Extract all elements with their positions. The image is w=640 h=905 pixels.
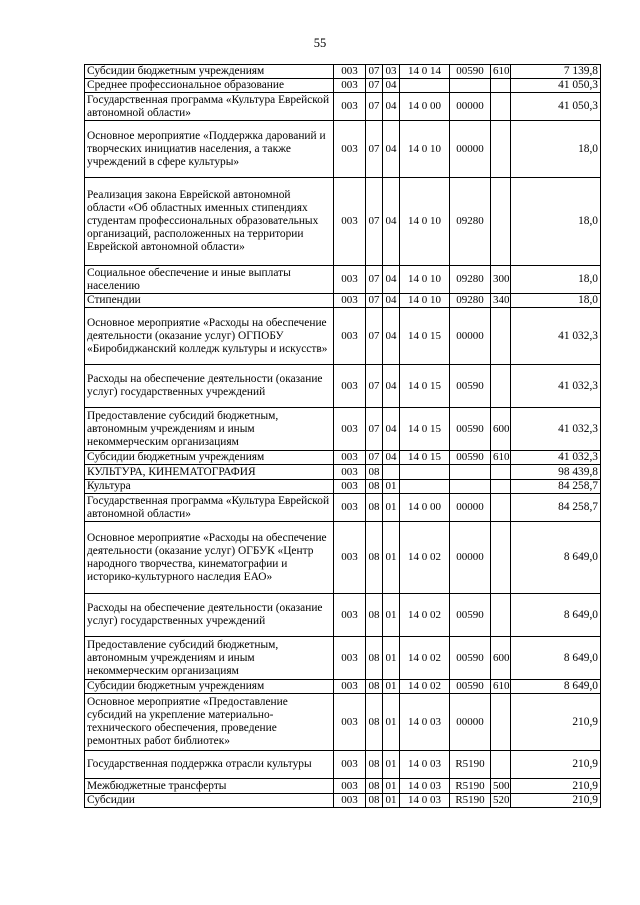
expense-type-code-cell	[491, 522, 511, 594]
table-row	[85, 694, 601, 751]
section-code-cell: 07	[366, 266, 383, 294]
expense-code-cell: 09280	[450, 178, 491, 266]
expense-code-cell: 00000	[450, 694, 491, 751]
subsection-code-cell: 04	[383, 93, 400, 121]
expense-code-cell	[450, 480, 491, 494]
amount-cell: 41 050,3	[511, 93, 601, 121]
table-row	[85, 680, 601, 694]
amount-cell: 7 139,8	[511, 65, 601, 79]
table-row	[85, 266, 601, 294]
target-program-code-cell: 14 0 15	[400, 365, 450, 408]
section-code-cell: 07	[366, 79, 383, 93]
row-name-cell: КУЛЬТУРА, КИНЕМАТОГРАФИЯ	[85, 465, 334, 480]
subsection-code-cell: 04	[383, 294, 400, 308]
expense-code-cell: 00590	[450, 451, 491, 465]
section-code-cell: 08	[366, 751, 383, 779]
ved-code-cell: 003	[334, 779, 366, 794]
expense-code-cell: 00000	[450, 121, 491, 178]
subsection-code-cell: 04	[383, 178, 400, 266]
ved-code-cell: 003	[334, 480, 366, 494]
table-row	[85, 451, 601, 465]
row-name-cell: Социальное обеспечение и иные выплаты населению	[85, 266, 334, 294]
row-name-cell: Расходы на обеспечение деятельности (оказание услуг) государственных учреждений	[85, 365, 334, 408]
table-row	[85, 178, 601, 266]
subsection-code-cell: 01	[383, 594, 400, 637]
ved-code-cell: 003	[334, 465, 366, 480]
table-row	[85, 594, 601, 637]
ved-code-cell: 003	[334, 637, 366, 680]
expense-code-cell: R5190	[450, 794, 491, 808]
table-row	[85, 65, 601, 79]
section-code-cell: 07	[366, 65, 383, 79]
subsection-code-cell: 04	[383, 121, 400, 178]
target-program-code-cell: 14 0 00	[400, 494, 450, 522]
expense-code-cell: 00590	[450, 408, 491, 451]
expense-code-cell: 00590	[450, 65, 491, 79]
row-name-cell: Основное мероприятие «Поддержка дарований и творческих инициатив населения, а также учреждений в сфере культуры»	[85, 121, 334, 178]
expense-type-code-cell	[491, 494, 511, 522]
ved-code-cell: 003	[334, 308, 366, 365]
target-program-code-cell: 14 0 03	[400, 694, 450, 751]
target-program-code-cell: 14 0 15	[400, 408, 450, 451]
expense-code-cell: 00590	[450, 637, 491, 680]
expense-type-code-cell	[491, 480, 511, 494]
expense-type-code-cell	[491, 694, 511, 751]
expense-code-cell: R5190	[450, 751, 491, 779]
amount-cell: 98 439,8	[511, 465, 601, 480]
ved-code-cell: 003	[334, 680, 366, 694]
target-program-code-cell: 14 0 03	[400, 779, 450, 794]
amount-cell: 210,9	[511, 694, 601, 751]
row-name-cell: Предоставление субсидий бюджетным, автономным учреждениям и иным некоммерческим организациям	[85, 408, 334, 451]
target-program-code-cell	[400, 79, 450, 93]
ved-code-cell: 003	[334, 522, 366, 594]
target-program-code-cell: 14 0 15	[400, 308, 450, 365]
section-code-cell: 08	[366, 522, 383, 594]
row-name-cell: Субсидии	[85, 794, 334, 808]
subsection-code-cell: 03	[383, 65, 400, 79]
ved-code-cell: 003	[334, 65, 366, 79]
amount-cell: 84 258,7	[511, 480, 601, 494]
row-name-cell: Расходы на обеспечение деятельности (оказание услуг) государственных учреждений	[85, 594, 334, 637]
target-program-code-cell: 14 0 10	[400, 178, 450, 266]
ved-code-cell: 003	[334, 694, 366, 751]
amount-cell: 41 032,3	[511, 408, 601, 451]
section-code-cell: 07	[366, 121, 383, 178]
expense-code-cell	[450, 465, 491, 480]
ved-code-cell: 003	[334, 79, 366, 93]
expense-type-code-cell: 600	[491, 637, 511, 680]
amount-cell: 41 032,3	[511, 308, 601, 365]
section-code-cell: 07	[366, 178, 383, 266]
amount-cell: 41 032,3	[511, 365, 601, 408]
row-name-cell: Государственная программа «Культура Еврейской автономной области»	[85, 93, 334, 121]
target-program-code-cell: 14 0 03	[400, 794, 450, 808]
section-code-cell: 07	[366, 451, 383, 465]
amount-cell: 8 649,0	[511, 594, 601, 637]
subsection-code-cell: 04	[383, 308, 400, 365]
subsection-code-cell: 01	[383, 494, 400, 522]
expense-type-code-cell	[491, 121, 511, 178]
table-row	[85, 794, 601, 808]
budget-table	[84, 64, 601, 808]
ved-code-cell: 003	[334, 178, 366, 266]
expense-type-code-cell	[491, 308, 511, 365]
expense-type-code-cell: 610	[491, 451, 511, 465]
ved-code-cell: 003	[334, 794, 366, 808]
row-name-cell: Государственная поддержка отрасли культуры	[85, 751, 334, 779]
expense-type-code-cell	[491, 594, 511, 637]
row-name-cell: Субсидии бюджетным учреждениям	[85, 680, 334, 694]
subsection-code-cell: 04	[383, 408, 400, 451]
section-code-cell: 08	[366, 680, 383, 694]
target-program-code-cell: 14 0 02	[400, 594, 450, 637]
expense-code-cell: 00000	[450, 93, 491, 121]
expense-code-cell: 00590	[450, 680, 491, 694]
ved-code-cell: 003	[334, 121, 366, 178]
table-row	[85, 408, 601, 451]
table-row	[85, 121, 601, 178]
expense-type-code-cell	[491, 93, 511, 121]
table-row	[85, 480, 601, 494]
ved-code-cell: 003	[334, 494, 366, 522]
row-name-cell: Стипендии	[85, 294, 334, 308]
amount-cell: 210,9	[511, 794, 601, 808]
page-number: 55	[313, 36, 327, 50]
subsection-code-cell: 04	[383, 451, 400, 465]
section-code-cell: 08	[366, 594, 383, 637]
table-row	[85, 93, 601, 121]
expense-type-code-cell	[491, 365, 511, 408]
subsection-code-cell	[383, 465, 400, 480]
row-name-cell: Предоставление субсидий бюджетным, автономным учреждениям и иным некоммерческим организациям	[85, 637, 334, 680]
ved-code-cell: 003	[334, 294, 366, 308]
row-name-cell: Основное мероприятие «Предоставление субсидий на укрепление материально-технического обеспечения, проведение ремонтных работ библиотек»	[85, 694, 334, 751]
target-program-code-cell: 14 0 14	[400, 65, 450, 79]
section-code-cell: 08	[366, 794, 383, 808]
ved-code-cell: 003	[334, 365, 366, 408]
expense-code-cell: 00590	[450, 365, 491, 408]
ved-code-cell: 003	[334, 93, 366, 121]
subsection-code-cell: 01	[383, 522, 400, 594]
expense-type-code-cell	[491, 79, 511, 93]
expense-code-cell: 00000	[450, 522, 491, 594]
subsection-code-cell: 04	[383, 266, 400, 294]
expense-code-cell: 09280	[450, 266, 491, 294]
ved-code-cell: 003	[334, 594, 366, 637]
amount-cell: 210,9	[511, 751, 601, 779]
target-program-code-cell	[400, 480, 450, 494]
expense-type-code-cell	[491, 751, 511, 779]
table-row	[85, 522, 601, 594]
expense-type-code-cell: 600	[491, 408, 511, 451]
section-code-cell: 07	[366, 308, 383, 365]
section-code-cell: 07	[366, 93, 383, 121]
subsection-code-cell: 01	[383, 637, 400, 680]
target-program-code-cell: 14 0 15	[400, 451, 450, 465]
section-code-cell: 07	[366, 294, 383, 308]
table-row	[85, 751, 601, 779]
subsection-code-cell: 04	[383, 365, 400, 408]
subsection-code-cell: 01	[383, 794, 400, 808]
budget-table-body	[85, 65, 601, 808]
expense-code-cell: R5190	[450, 779, 491, 794]
section-code-cell: 08	[366, 494, 383, 522]
target-program-code-cell: 14 0 02	[400, 680, 450, 694]
table-row	[85, 308, 601, 365]
amount-cell: 18,0	[511, 294, 601, 308]
row-name-cell: Основное мероприятие «Расходы на обеспечение деятельности (оказание услуг) ОГБУК «Центр народного творчества, кинематографии и историко-культурного наследия ЕАО»	[85, 522, 334, 594]
section-code-cell: 08	[366, 779, 383, 794]
expense-type-code-cell: 610	[491, 680, 511, 694]
amount-cell: 8 649,0	[511, 680, 601, 694]
row-name-cell: Основное мероприятие «Расходы на обеспечение деятельности (оказание услуг) ОГПОБУ «Биробиджанский колледж культуры и искусств»	[85, 308, 334, 365]
amount-cell: 84 258,7	[511, 494, 601, 522]
row-name-cell: Реализация закона Еврейской автономной области «Об областных именных стипендиях студентам профессиональных образовательных организаций, расположенных на территории Еврейской автономной области»	[85, 178, 334, 266]
amount-cell: 18,0	[511, 121, 601, 178]
expense-type-code-cell: 610	[491, 65, 511, 79]
target-program-code-cell	[400, 465, 450, 480]
expense-type-code-cell: 340	[491, 294, 511, 308]
subsection-code-cell: 04	[383, 79, 400, 93]
table-row	[85, 494, 601, 522]
ved-code-cell: 003	[334, 751, 366, 779]
section-code-cell: 08	[366, 637, 383, 680]
ved-code-cell: 003	[334, 266, 366, 294]
target-program-code-cell: 14 0 10	[400, 294, 450, 308]
amount-cell: 8 649,0	[511, 637, 601, 680]
amount-cell: 41 032,3	[511, 451, 601, 465]
amount-cell: 18,0	[511, 178, 601, 266]
amount-cell: 210,9	[511, 779, 601, 794]
row-name-cell: Субсидии бюджетным учреждениям	[85, 451, 334, 465]
subsection-code-cell: 01	[383, 694, 400, 751]
expense-code-cell: 00000	[450, 494, 491, 522]
target-program-code-cell: 14 0 10	[400, 266, 450, 294]
expense-type-code-cell: 300	[491, 266, 511, 294]
table-row	[85, 294, 601, 308]
row-name-cell: Межбюджетные трансферты	[85, 779, 334, 794]
amount-cell: 8 649,0	[511, 522, 601, 594]
section-code-cell: 08	[366, 694, 383, 751]
row-name-cell: Среднее профессиональное образование	[85, 79, 334, 93]
table-row	[85, 637, 601, 680]
expense-code-cell: 09280	[450, 294, 491, 308]
target-program-code-cell: 14 0 02	[400, 522, 450, 594]
expense-code-cell: 00000	[450, 308, 491, 365]
ved-code-cell: 003	[334, 408, 366, 451]
table-row	[85, 365, 601, 408]
section-code-cell: 07	[366, 365, 383, 408]
table-row	[85, 465, 601, 480]
target-program-code-cell: 14 0 10	[400, 121, 450, 178]
subsection-code-cell: 01	[383, 480, 400, 494]
expense-type-code-cell: 520	[491, 794, 511, 808]
amount-cell: 18,0	[511, 266, 601, 294]
row-name-cell: Государственная программа «Культура Еврейской автономной области»	[85, 494, 334, 522]
subsection-code-cell: 01	[383, 680, 400, 694]
expense-code-cell: 00590	[450, 594, 491, 637]
expense-type-code-cell	[491, 465, 511, 480]
target-program-code-cell: 14 0 02	[400, 637, 450, 680]
expense-code-cell	[450, 79, 491, 93]
subsection-code-cell: 01	[383, 779, 400, 794]
row-name-cell: Субсидии бюджетным учреждениям	[85, 65, 334, 79]
section-code-cell: 08	[366, 480, 383, 494]
section-code-cell: 07	[366, 408, 383, 451]
amount-cell: 41 050,3	[511, 79, 601, 93]
table-row	[85, 779, 601, 794]
target-program-code-cell: 14 0 03	[400, 751, 450, 779]
subsection-code-cell: 01	[383, 751, 400, 779]
table-row	[85, 79, 601, 93]
expense-type-code-cell	[491, 178, 511, 266]
ved-code-cell: 003	[334, 451, 366, 465]
expense-type-code-cell: 500	[491, 779, 511, 794]
section-code-cell: 08	[366, 465, 383, 480]
row-name-cell: Культура	[85, 480, 334, 494]
target-program-code-cell: 14 0 00	[400, 93, 450, 121]
